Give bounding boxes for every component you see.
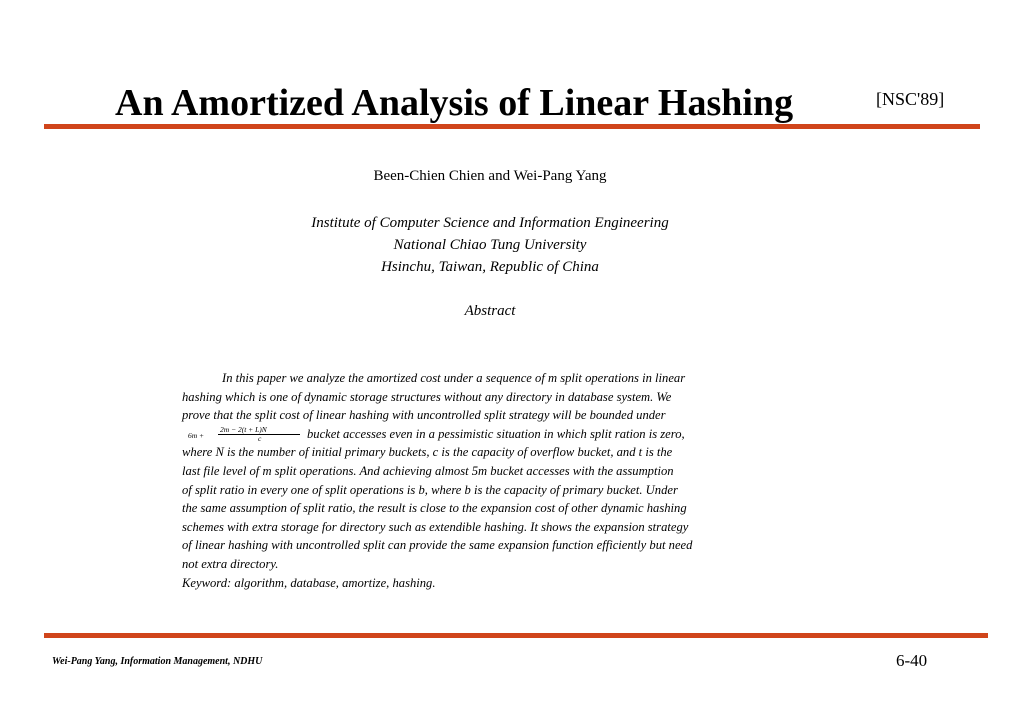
citation: [NSC'89] [876,89,945,109]
abstract-body [182,369,832,592]
abstract-line: prove that the split cost of linear hashing with uncontrolled split strategy will be bounded under [182,408,666,423]
abstract-line: where N is the number of initial primary buckets, c is the capacity of overflow bucket, and t is the [182,445,673,460]
affiliation-line: Institute of Computer Science and Information Engineering [311,215,669,231]
page-number: 6-40 [896,651,928,670]
footer-credit: Wei-Pang Yang, Information Management, NDHU [52,656,263,667]
abstract-line: the same assumption of split ratio, the result is close to the expansion cost of other dynamic hashing [182,501,687,516]
abstract-line: of split ratio in every one of split operations is b, where b is the capacity of primary bucket. Under [182,482,678,497]
formula-denominator: c [258,433,262,443]
cost-formula [182,426,307,444]
abstract-heading: Abstract [464,303,516,319]
abstract-formula-line [182,425,832,444]
abstract-line: of linear hashing with uncontrolled split can provide the same expansion function efficiently but need [182,538,693,553]
keywords: Keyword: algorithm, database, amortize, hashing. [182,575,436,590]
abstract-line: last file level of m split operations. And achieving almost 5m bucket accesses with the assumption [182,463,674,478]
affiliation [180,212,800,278]
affiliation-line: Hsinchu, Taiwan, Republic of China [381,259,599,275]
title-divider [44,124,980,129]
affiliation-line: National Chiao Tung University [393,237,587,253]
abstract-line: bucket accesses even in a pessimistic situation in which split ration is zero, [307,426,685,441]
slide-title: An Amortized Analysis of Linear Hashing [115,82,794,124]
abstract-line: hashing which is one of dynamic storage structures without any directory in database system. We [182,389,672,404]
abstract-line: In this paper we analyze the amortized cost under a sequence of m split operations in linear [222,371,686,385]
abstract-line: schemes with extra storage for directory such as extendible hashing. It shows the expansion strategy [182,519,689,534]
formula-lead: 6m + [188,430,205,440]
abstract-line: not extra directory. [182,556,279,571]
formula-numerator: 2m − 2(t + L)N [220,424,267,434]
footer-divider [44,633,988,638]
authors: Been-Chien Chien and Wei-Pang Yang [373,168,607,184]
